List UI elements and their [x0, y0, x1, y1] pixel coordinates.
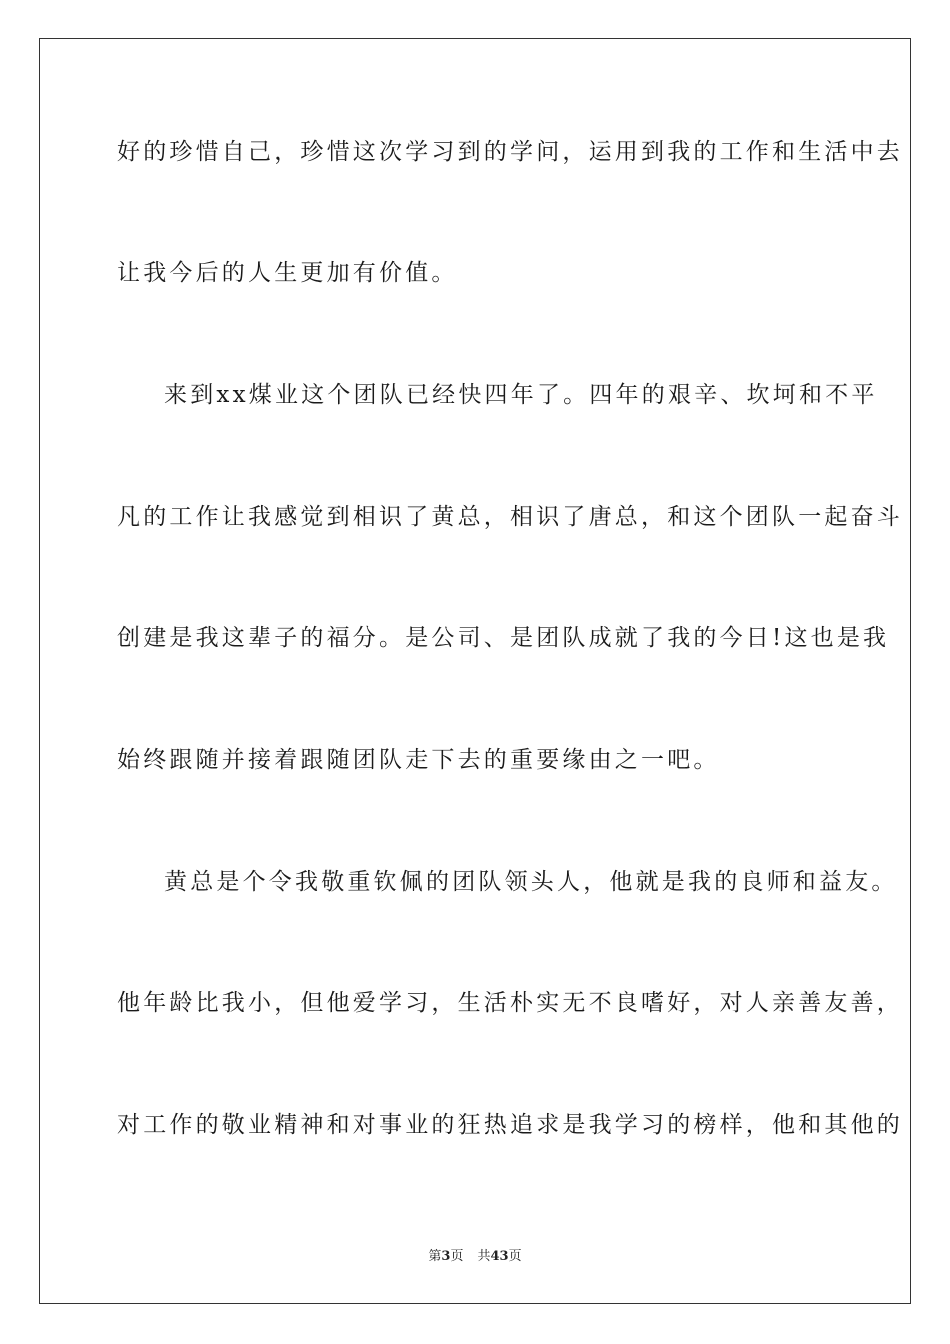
- paragraph-line-5: 创建是我这辈子的福分。是公司、是团队成就了我的今日!这也是我: [117, 625, 890, 651]
- paragraph-line-3: 来到xx煤业这个团队已经快四年了。四年的艰辛、坎坷和不平: [164, 382, 878, 408]
- page-suffix: 页: [450, 1249, 464, 1264]
- paragraph-line-4: 凡的工作让我感觉到相识了黄总，相识了唐总，和这个团队一起奋斗: [117, 504, 903, 530]
- paragraph-line-2: 让我今后的人生更加有价值。: [117, 260, 458, 286]
- page-footer: [0, 1248, 950, 1266]
- paragraph-line-7: 黄总是个令我敬重钦佩的团队领头人，他就是我的良师和益友。: [164, 869, 898, 895]
- paragraph-line-9: 对工作的敬业精神和对事业的狂热追求是我学习的榜样，他和其他的: [117, 1112, 903, 1138]
- current-page-number: 3: [441, 1249, 451, 1264]
- paragraph-line-6: 始终跟随并接着跟随团队走下去的重要缘由之一吧。: [117, 747, 720, 773]
- paragraph-line-8: 他年龄比我小，但他爱学习，生活朴实无不良嗜好，对人亲善友善，: [117, 990, 903, 1016]
- total-suffix: 页: [508, 1249, 522, 1264]
- total-pages-number: 43: [490, 1249, 509, 1264]
- total-prefix: 共: [477, 1249, 491, 1264]
- paragraph-line-1: 好的珍惜自己，珍惜这次学习到的学问，运用到我的工作和生活中去: [117, 139, 903, 165]
- page-prefix: 第: [428, 1249, 442, 1264]
